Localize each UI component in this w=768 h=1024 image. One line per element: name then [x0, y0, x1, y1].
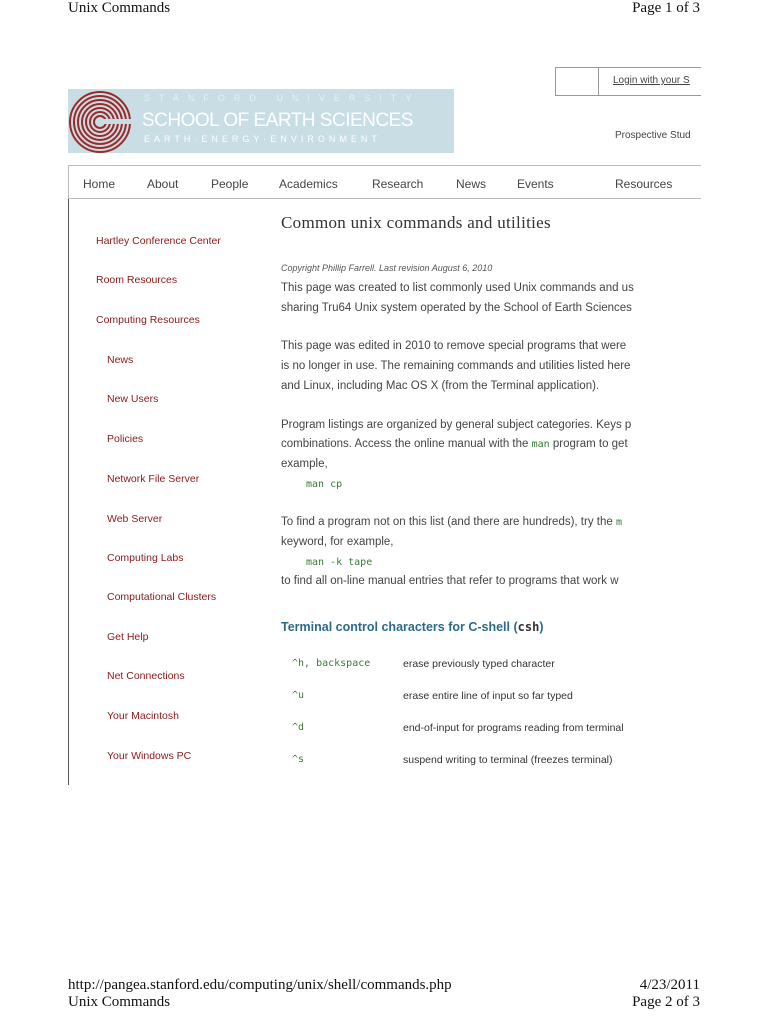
- intro-line-2: sharing Tru64 Unix system operated by the School of Earth Sciences: [281, 302, 632, 314]
- control-desc-2: erase entire line of input so far typed: [403, 690, 573, 702]
- sidebar-item-room-resources[interactable]: Room Resources: [96, 274, 178, 286]
- man-command-inline: man: [531, 439, 550, 450]
- code-example-man-cp: man cp: [306, 479, 343, 490]
- nav-resources[interactable]: Resources: [615, 177, 673, 191]
- control-desc-3: end-of-input for programs reading from terminal: [403, 722, 624, 734]
- nav-people[interactable]: People: [211, 177, 249, 191]
- login-box: [555, 67, 701, 96]
- code-example-man-k-tape: man -k tape: [306, 557, 373, 568]
- sidebar-item-new-users[interactable]: New Users: [107, 393, 159, 405]
- sidebar-item-policies[interactable]: Policies: [107, 433, 144, 445]
- main-content: [281, 199, 701, 799]
- school-logo-banner[interactable]: [68, 89, 454, 153]
- control-desc-4: suspend writing to terminal (freezes terminal): [403, 754, 613, 766]
- stanford-emblem-icon: [68, 89, 140, 153]
- sidebar-item-computing-labs[interactable]: Computing Labs: [107, 552, 184, 564]
- banner-tagline: EARTH·ENERGY·ENVIRONMENT: [144, 134, 381, 144]
- intro-line-1: This page was created to list commonly used Unix commands and us: [281, 282, 634, 294]
- find-line-1: [281, 516, 622, 528]
- control-desc-1: erase previously typed character: [403, 658, 555, 670]
- page-number: Page 1 of 3: [632, 0, 700, 16]
- control-key-4: ^s: [292, 754, 305, 765]
- footer-date: 4/23/2011: [639, 977, 700, 993]
- control-key-3: ^d: [292, 722, 305, 733]
- nav-about[interactable]: About: [147, 177, 179, 191]
- sidebar-item-computational-clusters[interactable]: Computational Clusters: [107, 591, 217, 603]
- listing-line-3: example,: [281, 458, 328, 470]
- sidebar-item-your-windows-pc[interactable]: Your Windows PC: [107, 750, 192, 762]
- listing-line-2: [281, 438, 628, 450]
- copyright-note: Copyright Phillip Farrell. Last revision August 6, 2010: [281, 263, 493, 273]
- sidebar-item-hartley[interactable]: Hartley Conference Center: [96, 235, 221, 247]
- control-key-1: ^h, backspace: [292, 658, 371, 669]
- control-key-2: ^u: [292, 690, 305, 701]
- listing-text-b: program to get: [549, 438, 628, 450]
- nav-home[interactable]: Home: [83, 177, 116, 191]
- section-heading-close: ): [539, 620, 544, 634]
- next-page-number: Page 2 of 3: [632, 994, 700, 1010]
- find-line-3: to find all on-line manual entries that refer to programs that work w: [281, 575, 619, 587]
- main-nav: [68, 165, 701, 199]
- find-text-a: To find a program not on this list (and there are hundreds), try the: [281, 516, 616, 528]
- prospective-students-link[interactable]: Prospective Stud: [615, 130, 691, 141]
- sidebar-item-computing-resources[interactable]: Computing Resources: [96, 314, 200, 326]
- login-link[interactable]: Login with your S: [613, 75, 690, 86]
- print-header: [68, 0, 700, 20]
- nav-academics[interactable]: Academics: [279, 177, 338, 191]
- section-heading-code: csh: [517, 620, 540, 634]
- sidebar-item-your-macintosh[interactable]: Your Macintosh: [107, 710, 179, 722]
- banner-school: SCHOOL OF EARTH SCIENCES: [142, 110, 413, 131]
- sidebar-item-web-server[interactable]: Web Server: [107, 513, 163, 525]
- sidebar-divider: [68, 199, 69, 785]
- find-line-2: keyword, for example,: [281, 536, 394, 548]
- login-link-container: [598, 68, 703, 95]
- sidebar-item-net-connections[interactable]: Net Connections: [107, 670, 185, 682]
- section-heading-text: Terminal control characters for C-shell (: [281, 620, 518, 634]
- nav-news[interactable]: News: [456, 177, 487, 191]
- next-page-title: Unix Commands: [68, 994, 171, 1010]
- footer-url: http://pangea.stanford.edu/computing/unix/shell/commands.php: [68, 977, 452, 993]
- sidebar-item-network-file-server[interactable]: Network File Server: [107, 473, 200, 485]
- sidebar-item-news[interactable]: News: [107, 354, 134, 366]
- nav-research[interactable]: Research: [372, 177, 424, 191]
- edit-note-line-2: is no longer in use. The remaining commands and utilities listed here: [281, 360, 631, 372]
- nav-events[interactable]: Events: [517, 177, 554, 191]
- edit-note-line-3: and Linux, including Mac OS X (from the Terminal application).: [281, 380, 600, 392]
- page-title: Common unix commands and utilities: [281, 213, 551, 232]
- edit-note-line-1: This page was edited in 2010 to remove special programs that were: [281, 340, 627, 352]
- man-command-inline-2: m: [615, 517, 622, 528]
- sidebar-item-get-help[interactable]: Get Help: [107, 631, 149, 643]
- listing-text-a: combinations. Access the online manual with the: [281, 438, 532, 450]
- print-title: Unix Commands: [68, 0, 171, 16]
- listing-line-1: Program listings are organized by general subject categories. Keys p: [281, 419, 632, 431]
- banner-university: STANFORD UNIVERSITY: [144, 93, 421, 103]
- section-heading-csh: [281, 620, 544, 634]
